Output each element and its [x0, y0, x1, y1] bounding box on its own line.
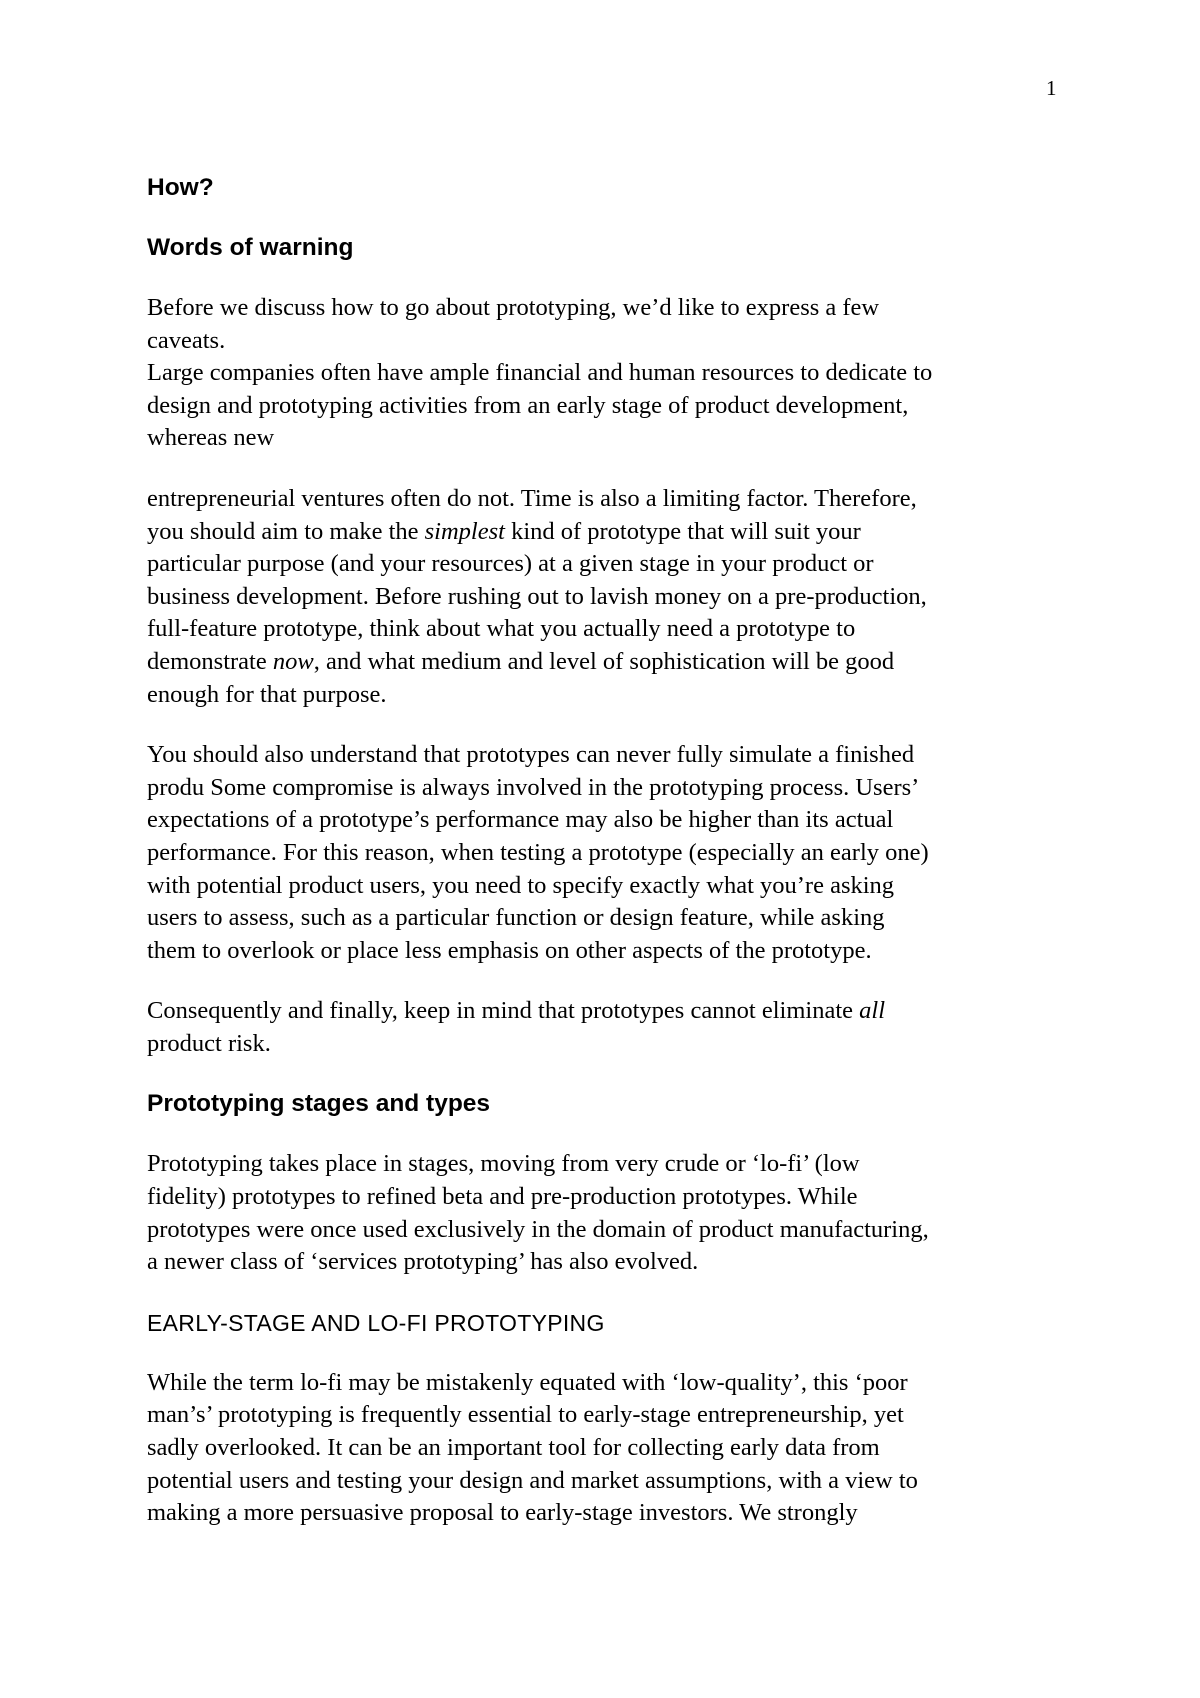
text-line	[147, 646, 1067, 679]
text-line: Before we discuss how to go about prototyping, we’d like to express a few	[147, 294, 880, 321]
emphasis-simplest: simplest	[424, 517, 505, 545]
emphasis-now: now	[272, 647, 314, 675]
text-line: While the term lo-fi may be mistakenly equated with ‘low-quality’, this ‘poor	[147, 1368, 908, 1396]
text-line: expectations of a prototype’s performance may also be higher than its actual	[147, 806, 894, 834]
text-run: demonstrate	[147, 647, 273, 675]
text-line: entrepreneurial ventures often do not. Time is also a limiting factor. Therefore,	[147, 484, 917, 512]
text-line: fidelity) prototypes to refined beta and pre-production prototypes. While	[147, 1183, 858, 1211]
text-run: kind of prototype that will suit your	[504, 517, 861, 545]
heading-how: How?	[147, 174, 214, 201]
text-line: Large companies often have ample financial and human resources to dedicate to	[147, 359, 933, 387]
text-line: You should also understand that prototypes can never fully simulate a finished	[147, 741, 915, 769]
text-line: whereas new	[147, 424, 275, 452]
paragraph-large-companies	[147, 357, 1067, 455]
text-line: particular purpose (and your resources) at a given stage in your product or	[147, 550, 874, 578]
text-run: you should aim to make the	[147, 517, 425, 545]
paragraph-consequently	[147, 995, 1067, 1060]
text-line: product risk.	[147, 1029, 271, 1057]
text-line: performance. For this reason, when testing a prototype (especially an early one)	[147, 838, 929, 866]
paragraph-stages	[147, 1148, 1067, 1278]
paragraph-prototype-limits	[147, 739, 1067, 967]
text-line: Prototyping takes place in stages, moving from very crude or ‘lo-fi’ (low	[147, 1150, 860, 1178]
text-line: them to overlook or place less emphasis on other aspects of the prototype.	[147, 936, 872, 964]
text-line: caveats.	[147, 326, 226, 354]
text-line: sadly overlooked. It can be an important tool for collecting early data from	[147, 1434, 880, 1462]
document-body	[147, 172, 1067, 1530]
text-run: Consequently and finally, keep in mind that prototypes cannot eliminate	[147, 997, 860, 1025]
text-line	[147, 516, 1067, 549]
text-line: prototypes were once used exclusively in the domain of product manufacturing,	[147, 1215, 929, 1243]
text-line: users to assess, such as a particular function or design feature, while asking	[147, 904, 885, 932]
text-line: potential users and testing your design and market assumptions, with a view to	[147, 1466, 918, 1494]
text-line: design and prototyping activities from an early stage of product development,	[147, 391, 909, 419]
text-line: making a more persuasive proposal to early-stage investors. We strongly	[147, 1499, 858, 1527]
text-line: enough for that purpose.	[147, 680, 387, 708]
text-run: , and what medium and level of sophistication will be good	[313, 647, 895, 675]
text-line: with potential product users, you need to specify exactly what you’re asking	[147, 871, 895, 899]
heading-prototyping-stages: Prototyping stages and types	[147, 1090, 491, 1118]
text-line: man’s’ prototyping is frequently essential to early-stage entrepreneurship, yet	[147, 1401, 904, 1429]
paragraph-entrepreneurial-ventures	[147, 483, 1067, 711]
text-line: a newer class of ‘services prototyping’ has also evolved.	[147, 1248, 699, 1276]
emphasis-all: all	[859, 997, 886, 1025]
paragraph-lofi	[147, 1367, 1067, 1530]
text-line	[147, 995, 1067, 1028]
text-line: produ Some compromise is always involved in the prototyping process. Users’	[147, 773, 920, 801]
text-line: full-feature prototype, think about what you actually need a prototype to	[147, 615, 856, 643]
page-number: 1	[1046, 76, 1057, 100]
paragraph-caveats-intro	[147, 292, 1067, 357]
heading-words-of-warning: Words of warning	[147, 234, 354, 261]
text-line: business development. Before rushing out to lavish money on a pre-production,	[147, 582, 927, 610]
heading-early-stage-lofi: EARLY-STAGE AND LO-FI PROTOTYPING	[147, 1309, 605, 1336]
